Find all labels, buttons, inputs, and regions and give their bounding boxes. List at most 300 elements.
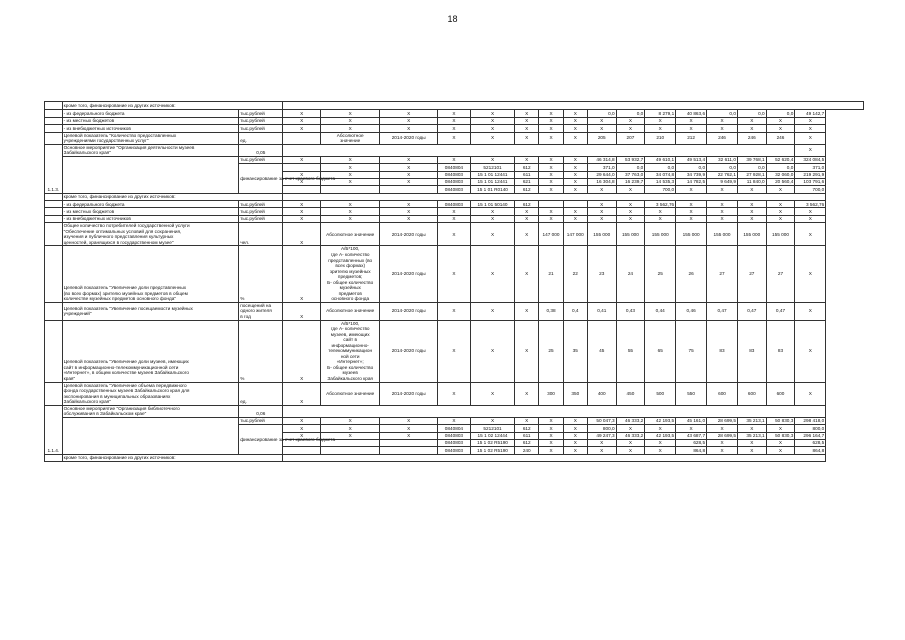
table-cell: [320, 447, 380, 454]
table-cell: 15 1 01 12441: [470, 171, 514, 178]
table-cell: 15 1 02 R5190: [470, 447, 514, 454]
table-cell: Основное мероприятие "Организация библиотечного обслуживания в Забайкальском крае": [62, 405, 239, 417]
table-cell: X: [676, 186, 707, 193]
table-cell: Абсолютное значение: [320, 223, 380, 246]
table-cell: 612: [515, 186, 539, 193]
table-cell: X: [616, 440, 645, 447]
table-cell: Целевой показатель "Количество предоставленных учреждениями государственных услуг": [62, 132, 239, 144]
table-cell: 147 000: [563, 223, 587, 246]
table-cell: X: [539, 171, 563, 178]
table-cell: 0840804: [437, 425, 470, 432]
table-cell: X: [539, 215, 563, 222]
table-cell: X: [616, 117, 645, 124]
table-cell: 500: [645, 382, 676, 405]
table-cell: 450: [616, 382, 645, 405]
table-cell: X: [563, 117, 587, 124]
table-cell: 210: [645, 132, 676, 144]
table-cell: [45, 302, 63, 320]
table-cell: X: [707, 125, 738, 132]
table-cell: 155 000: [587, 223, 616, 246]
table-cell: 246: [766, 132, 795, 144]
table-cell: [45, 246, 63, 302]
table-cell: [45, 320, 63, 382]
table-cell: 9 649,9: [707, 178, 738, 185]
table-cell: X: [563, 447, 587, 454]
table-cell: X: [563, 215, 587, 222]
table-cell: X: [795, 223, 826, 246]
table-cell: 0840803: [437, 440, 470, 447]
table-cell: [283, 454, 826, 461]
table-cell: X: [616, 425, 645, 432]
table-row: [45, 117, 864, 124]
table-cell: X: [283, 201, 321, 208]
table-cell: 46 314,8: [587, 156, 616, 163]
table-cell: X: [380, 215, 437, 222]
table-cell: X: [283, 110, 321, 117]
table-cell: X: [737, 208, 766, 215]
table-cell: X: [470, 110, 514, 117]
table-row: [45, 405, 864, 417]
table-cell: 0,46: [676, 302, 707, 320]
table-cell: X: [470, 125, 514, 132]
table-cell: [380, 440, 437, 447]
table-cell: 600: [737, 382, 766, 405]
table-cell: X: [437, 223, 470, 246]
table-cell: 246: [707, 132, 738, 144]
table-cell: 0,0: [737, 110, 766, 117]
table-cell: [283, 405, 826, 417]
table-cell: 42 193,5: [645, 417, 676, 424]
table-body: [45, 102, 864, 462]
table-cell: 298 418,0: [795, 417, 826, 424]
table-cell: X: [470, 132, 514, 144]
table-cell: X: [645, 447, 676, 454]
table-cell: 155 000: [707, 223, 738, 246]
table-cell: [62, 417, 239, 454]
table-cell: X: [437, 132, 470, 144]
table-row: [45, 208, 864, 215]
table-cell: 39 768,1: [737, 156, 766, 163]
table-cell: 0,43: [616, 302, 645, 320]
table-cell: X: [320, 164, 380, 171]
table-cell: [45, 102, 63, 110]
table-cell: X: [676, 215, 707, 222]
table-row: [45, 102, 864, 110]
table-cell: 34 074,8: [645, 171, 676, 178]
table-cell: 29 644,0: [587, 171, 616, 178]
table-cell: X: [470, 320, 514, 382]
table-cell: 0,0: [766, 110, 795, 117]
table-cell: X: [320, 417, 380, 424]
table-cell: X: [707, 440, 738, 447]
table-cell: X: [283, 215, 321, 222]
table-cell: X: [737, 447, 766, 454]
table-cell: X: [563, 417, 587, 424]
table-cell: [45, 382, 63, 405]
table-cell: X: [283, 156, 321, 163]
table-cell: X: [616, 125, 645, 132]
table-cell: X: [795, 117, 826, 124]
table-cell: 0840803: [437, 201, 470, 208]
table-cell: X: [587, 215, 616, 222]
table-cell: - из федерального бюджета: [62, 110, 239, 117]
table-cell: X: [707, 425, 738, 432]
table-cell: X: [563, 432, 587, 439]
table-cell: 75: [676, 320, 707, 382]
table-cell: [380, 186, 437, 193]
table-cell: X: [470, 117, 514, 124]
table-cell: тыс.рублей: [239, 110, 283, 117]
table-cell: X: [539, 432, 563, 439]
table-cell: 2014-2020 годы: [380, 320, 437, 382]
table-cell: X: [645, 125, 676, 132]
table-cell: X: [766, 440, 795, 447]
table-cell: X: [320, 425, 380, 432]
table-cell: [283, 193, 826, 200]
table-row: [45, 110, 864, 117]
table-row: [45, 132, 864, 144]
table-cell: 700,0: [645, 186, 676, 193]
table-cell: 1.1.4.: [45, 405, 63, 454]
table-cell: X: [563, 125, 587, 132]
table-cell: X: [539, 125, 563, 132]
table-cell: [45, 132, 63, 144]
table-cell: тыс.рублей: [239, 201, 283, 208]
table-cell: X: [676, 201, 707, 208]
table-cell: 32 611,0: [707, 156, 738, 163]
table-cell: X: [587, 117, 616, 124]
table-cell: X: [437, 302, 470, 320]
table-cell: [283, 447, 321, 454]
table-cell: 5212101: [470, 164, 514, 171]
table-cell: %: [239, 246, 283, 302]
table-cell: X: [539, 186, 563, 193]
table-cell: ед.: [239, 382, 283, 405]
table-cell: 55: [616, 320, 645, 382]
table-cell: 26: [676, 246, 707, 302]
table-cell: X: [795, 208, 826, 215]
table-cell: X: [766, 117, 795, 124]
table-cell: X: [539, 117, 563, 124]
table-cell: 35 213,1: [737, 432, 766, 439]
table-cell: 37 763,0: [616, 171, 645, 178]
table-cell: 2014-2020 годы: [380, 246, 437, 302]
table-cell: X: [380, 171, 437, 178]
table-cell: 2014-2020 годы: [380, 302, 437, 320]
table-cell: 600: [766, 382, 795, 405]
table-cell: X: [470, 302, 514, 320]
table-cell: 212: [676, 132, 707, 144]
table-cell: - из местных бюджетов: [62, 208, 239, 215]
table-cell: X: [470, 208, 514, 215]
table-cell: X: [515, 117, 539, 124]
table-cell: [45, 223, 63, 246]
table-cell: X: [380, 164, 437, 171]
table-cell: X: [707, 201, 738, 208]
table-cell: [45, 201, 63, 208]
table-cell: X: [437, 110, 470, 117]
table-cell: 612: [515, 440, 539, 447]
table-cell: X: [515, 208, 539, 215]
table-cell: X: [795, 246, 826, 302]
table-cell: [283, 144, 795, 156]
table-cell: X: [320, 215, 380, 222]
table-cell: X: [539, 164, 563, 171]
table-cell: X: [437, 417, 470, 424]
table-cell: 32 060,0: [766, 171, 795, 178]
table-cell: X: [539, 417, 563, 424]
table-cell: X: [283, 382, 321, 405]
table-cell: 628,5: [795, 440, 826, 447]
table-cell: X: [515, 302, 539, 320]
table-cell: X: [676, 125, 707, 132]
table-cell: X: [437, 246, 470, 302]
table-cell: 46 333,2: [616, 432, 645, 439]
table-cell: X: [320, 208, 380, 215]
table-cell: X: [320, 178, 380, 185]
table-cell: кроме того, финансирование из других источников:: [62, 454, 283, 461]
table-cell: тыс.рублей: [239, 208, 283, 215]
table-cell: 42 193,5: [645, 432, 676, 439]
table-cell: X: [437, 320, 470, 382]
table-cell: X: [645, 208, 676, 215]
table-cell: 800,0: [587, 425, 616, 432]
table-cell: 14 782,5: [676, 178, 707, 185]
table-cell: X: [283, 117, 321, 124]
table-cell: X: [766, 447, 795, 454]
table-cell: X: [587, 125, 616, 132]
table-cell: X: [707, 186, 738, 193]
table-cell: 0840803: [437, 171, 470, 178]
table-cell: X: [616, 186, 645, 193]
table-cell: X: [320, 117, 380, 124]
table-cell: X: [795, 125, 826, 132]
table-cell: 371,0: [587, 164, 616, 171]
table-cell: 27: [737, 246, 766, 302]
table-cell: X: [707, 208, 738, 215]
table-cell: X: [587, 440, 616, 447]
table-cell: 8 279,1: [645, 110, 676, 117]
table-cell: X: [470, 417, 514, 424]
table-cell: [283, 132, 321, 144]
table-cell: Общее количество потребителей государственной услуги "Обеспечение оптимальных условий для сохранения, изучения и публичного представления культурных ценностей, хранящихся в государственном музее": [62, 223, 239, 246]
table-cell: - из внебюджетных источников: [62, 125, 239, 132]
table-cell: X: [283, 171, 321, 178]
table-cell: 0,0: [587, 110, 616, 117]
table-cell: X: [676, 425, 707, 432]
table-cell: X: [795, 320, 826, 382]
table-cell: 5212101: [470, 425, 514, 432]
table-cell: 65: [645, 320, 676, 382]
table-cell: 53 932,7: [616, 156, 645, 163]
table-cell: X: [515, 132, 539, 144]
table-cell: 2014-2020 годы: [380, 132, 437, 144]
table-cell: X: [515, 246, 539, 302]
table-cell: X: [563, 132, 587, 144]
table-cell: 15 1 02 R5190: [470, 440, 514, 447]
table-cell: X: [795, 132, 826, 144]
table-cell: X: [380, 432, 437, 439]
table-cell: X: [320, 110, 380, 117]
table-cell: X: [645, 440, 676, 447]
table-cell: X: [766, 215, 795, 222]
table-cell: Целевой показатель "Увеличение объема передвижного фонда государственных музеев Забайкальского края для экспонирования в муниципальных образованиях Забайкальского края": [62, 382, 239, 405]
table-cell: 83: [707, 320, 738, 382]
table-row: [45, 144, 864, 156]
table-cell: 612: [515, 425, 539, 432]
table-cell: 16 239,7: [616, 178, 645, 185]
table-cell: X: [737, 215, 766, 222]
table-cell: X: [515, 320, 539, 382]
table-cell: X: [737, 440, 766, 447]
table-cell: X: [645, 117, 676, 124]
table-cell: 22: [563, 246, 587, 302]
table-cell: X: [563, 171, 587, 178]
table-cell: 45: [587, 320, 616, 382]
table-cell: 0,44: [645, 302, 676, 320]
table-cell: 611: [515, 432, 539, 439]
table-cell: 49 513,4: [676, 156, 707, 163]
table-cell: X: [515, 382, 539, 405]
table-cell: А/Б*100, где А- количество музеев, имеющих сайт в информационно- телекоммуникацион ной сети «Интернет»; Б- общее количество музеев Забайкальского края: [320, 320, 380, 382]
table-cell: 35: [563, 320, 587, 382]
table-cell: X: [616, 215, 645, 222]
table-cell: X: [437, 208, 470, 215]
table-cell: 155 000: [737, 223, 766, 246]
table-cell: X: [320, 171, 380, 178]
table-cell: [539, 201, 563, 208]
table-cell: 2014-2020 годы: [380, 223, 437, 246]
table-cell: [380, 447, 437, 454]
table-cell: 0,38: [539, 302, 563, 320]
table-cell: X: [539, 440, 563, 447]
table-cell: X: [283, 320, 321, 382]
table-cell: X: [616, 201, 645, 208]
table-cell: 0840803: [437, 186, 470, 193]
table-cell: 0,47: [766, 302, 795, 320]
table-cell: X: [320, 125, 380, 132]
table-cell: X: [795, 215, 826, 222]
table-cell: X: [539, 110, 563, 117]
table-cell: X: [539, 178, 563, 185]
table-cell: X: [676, 117, 707, 124]
table-cell: 3 562,76: [795, 201, 826, 208]
table-cell: 324 084,5: [795, 156, 826, 163]
table-cell: [45, 215, 63, 222]
table-cell: X: [563, 110, 587, 117]
table-cell: 0,0: [676, 164, 707, 171]
table-cell: [45, 208, 63, 215]
table-cell: X: [380, 417, 437, 424]
table-cell: Основное мероприятие "Организация деятельности музеев Забайкальского края": [62, 144, 239, 156]
table-cell: тыс.рублей: [239, 417, 283, 424]
table-row: [45, 125, 864, 132]
table-cell: X: [587, 208, 616, 215]
table-cell: X: [766, 201, 795, 208]
table-cell: кроме того, финансирование из других источников:: [62, 193, 283, 200]
table-cell: X: [283, 208, 321, 215]
page-number: 18: [447, 14, 458, 24]
table-cell: 16 304,8: [587, 178, 616, 185]
table-cell: X: [707, 117, 738, 124]
table-cell: 34 739,9: [676, 171, 707, 178]
table-cell: тыс.рублей: [239, 156, 283, 163]
table-cell: X: [283, 223, 321, 246]
table-cell: X: [737, 425, 766, 432]
table-cell: 240: [515, 447, 539, 454]
table-cell: 49 247,3: [587, 432, 616, 439]
table-cell: X: [437, 215, 470, 222]
table-cell: X: [283, 302, 321, 320]
table-cell: 52 620,4: [766, 156, 795, 163]
table-cell: X: [539, 208, 563, 215]
table-cell: 0,0: [766, 164, 795, 171]
table-cell: 0,47: [707, 302, 738, 320]
table-cell: 83: [737, 320, 766, 382]
table-row: [45, 454, 864, 461]
table-cell: X: [515, 110, 539, 117]
table-cell: 155 000: [616, 223, 645, 246]
table-cell: X: [515, 125, 539, 132]
table-cell: X: [380, 178, 437, 185]
table-cell: [45, 110, 63, 117]
table-cell: ед.: [239, 132, 283, 144]
table-cell: X: [795, 144, 826, 156]
table-cell: [62, 156, 239, 193]
table-cell: X: [470, 215, 514, 222]
table-cell: - из федерального бюджета: [62, 201, 239, 208]
table-row: [45, 302, 864, 320]
table-cell: 23: [587, 246, 616, 302]
table-cell: X: [515, 417, 539, 424]
table-cell: 219 291,9: [795, 171, 826, 178]
table-cell: [45, 454, 63, 461]
table-row: [45, 246, 864, 302]
table-row: [45, 193, 864, 200]
table-cell: 628,5: [676, 440, 707, 447]
table-cell: %: [239, 320, 283, 382]
table-cell: [283, 164, 321, 171]
table-cell: 15 1 01 50140: [470, 201, 514, 208]
table-cell: 0840803: [437, 178, 470, 185]
table-cell: X: [320, 432, 380, 439]
table-cell: 21: [539, 246, 563, 302]
table-cell: X: [676, 208, 707, 215]
program-table: [44, 101, 864, 462]
table-cell: X: [380, 201, 437, 208]
table-cell: X: [380, 125, 437, 132]
table-cell: [45, 193, 63, 200]
table-cell: X: [380, 156, 437, 163]
table-cell: 27 928,1: [737, 171, 766, 178]
table-cell: X: [515, 156, 539, 163]
table-row: [45, 417, 864, 424]
table-row: [45, 320, 864, 382]
table-cell: 2014-2020 годы: [380, 382, 437, 405]
table-cell: X: [563, 156, 587, 163]
table-cell: 49 610,1: [645, 156, 676, 163]
table-cell: 0,0: [616, 110, 645, 117]
table-cell: 296 164,7: [795, 432, 826, 439]
table-cell: Целевой показатель "Увеличение доли представленных (во всех формах) зрителю музейных предметов в общем количестве музейных предметов основного фонда": [62, 246, 239, 302]
table-cell: [563, 201, 587, 208]
table-cell: 700,0: [795, 186, 826, 193]
table-cell: X: [563, 186, 587, 193]
table-cell: X: [539, 425, 563, 432]
table-cell: X: [737, 186, 766, 193]
table-cell: X: [515, 215, 539, 222]
table-cell: Абсолютное значение: [320, 132, 380, 144]
